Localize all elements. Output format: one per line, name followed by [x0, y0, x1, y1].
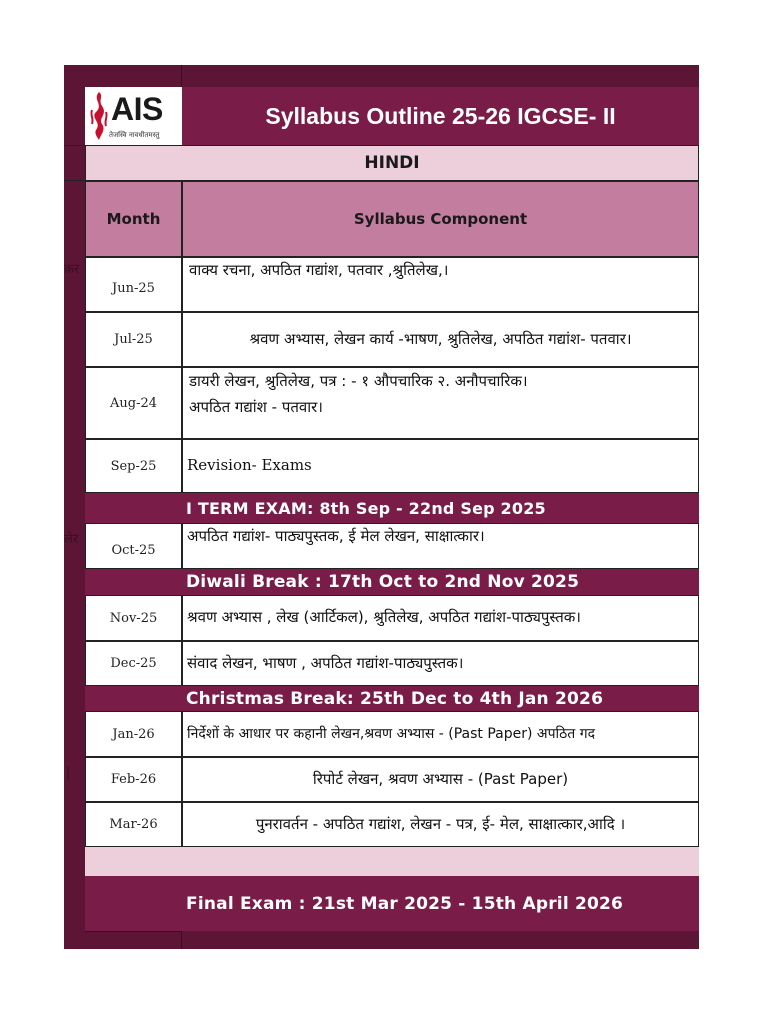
table-row-month: Jul-25 — [85, 312, 182, 367]
table-row-month: Mar-26 — [85, 802, 182, 847]
logo-flame-icon — [88, 90, 110, 142]
syllabus-sheet — [64, 65, 699, 949]
page-title: Syllabus Outline 25-26 IGCSE- II — [265, 102, 616, 129]
table-row-month: Oct-25 — [85, 523, 182, 569]
table-row-month: Feb-26 — [85, 757, 182, 802]
top-bar-left-cell — [85, 65, 182, 87]
bottom-bar-left-cell — [85, 931, 182, 949]
table-row-component: श्रवण अभ्यास , लेख (आर्टिकल), श्रुतिलेख, अपठित गद्यांश-पाठ्यपुस्तक। — [182, 595, 699, 641]
left-strip — [64, 65, 85, 949]
title-bar — [182, 87, 699, 145]
table-row-component: रिपोर्ट लेखन, श्रवण अभ्यास - (Past Paper) — [182, 757, 699, 802]
table-row-month: Jan-26 — [85, 711, 182, 757]
table-row-component: वाक्य रचना, अपठित गद्यांश, पतवार ,श्रुतिलेख,। — [182, 257, 699, 312]
subject-row-left — [64, 145, 85, 181]
side-fragment-oct: लेर — [64, 532, 79, 547]
table-row-component: श्रवण अभ्यास, लेखन कार्य -भाषण, श्रुतिलेख, अपठित गद्यांश- पतवार। — [182, 312, 699, 367]
table-row-month: Aug-24 — [85, 367, 182, 439]
subject-row — [85, 145, 699, 181]
month-column-header: Month — [85, 181, 182, 257]
christmas-break-banner: Christmas Break: 25th Dec to 4th Jan 2026 — [85, 686, 699, 711]
table-row-component: डायरी लेखन, श्रुतिलेख, पत्र : - १ औपचारिक २. अनौपचारिक। अपठित गद्यांश - पतवार। — [182, 367, 699, 439]
logo-tagline: तेजस्वि नावधीतमस्तु — [109, 131, 160, 139]
final-exam-banner: Final Exam : 21st Mar 2025 - 15th April 2026 — [85, 876, 699, 931]
logo-block — [85, 87, 182, 145]
diwali-break-banner: Diwali Break : 17th Oct to 2nd Nov 2025 — [85, 569, 699, 595]
table-row-component: संवाद लेखन, भाषण , अपठित गद्यांश-पाठ्यपुस्तक। — [182, 641, 699, 686]
table-row-component: Revision- Exams — [182, 439, 699, 493]
table-row-month: Jun-25 — [85, 257, 182, 312]
logo-text: AIS — [111, 91, 163, 127]
side-fragment-jun: कर — [64, 262, 80, 277]
table-row-component: निर्देशों के आधार पर कहानी लेखन,श्रवण अभ्यास - (Past Paper) अपठित गद — [182, 711, 699, 757]
table-row-component: अपठित गद्यांश- पाठ्यपुस्तक, ई मेल लेखन, साक्षात्कार। — [182, 523, 699, 569]
subject-label: HINDI — [364, 153, 420, 173]
term1-exam-banner: I TERM EXAM: 8th Sep - 22nd Sep 2025 — [85, 493, 699, 523]
side-fragment-feb: | — [66, 765, 71, 781]
spacer-row — [85, 847, 699, 876]
component-column-header: Syllabus Component — [182, 181, 699, 257]
table-row-component: पुनरावर्तन - अपठित गद्यांश, लेखन - पत्र, ई- मेल, साक्षात्कार,आदि । — [182, 802, 699, 847]
table-row-month: Nov-25 — [85, 595, 182, 641]
table-row-month: Dec-25 — [85, 641, 182, 686]
table-row-month: Sep-25 — [85, 439, 182, 493]
